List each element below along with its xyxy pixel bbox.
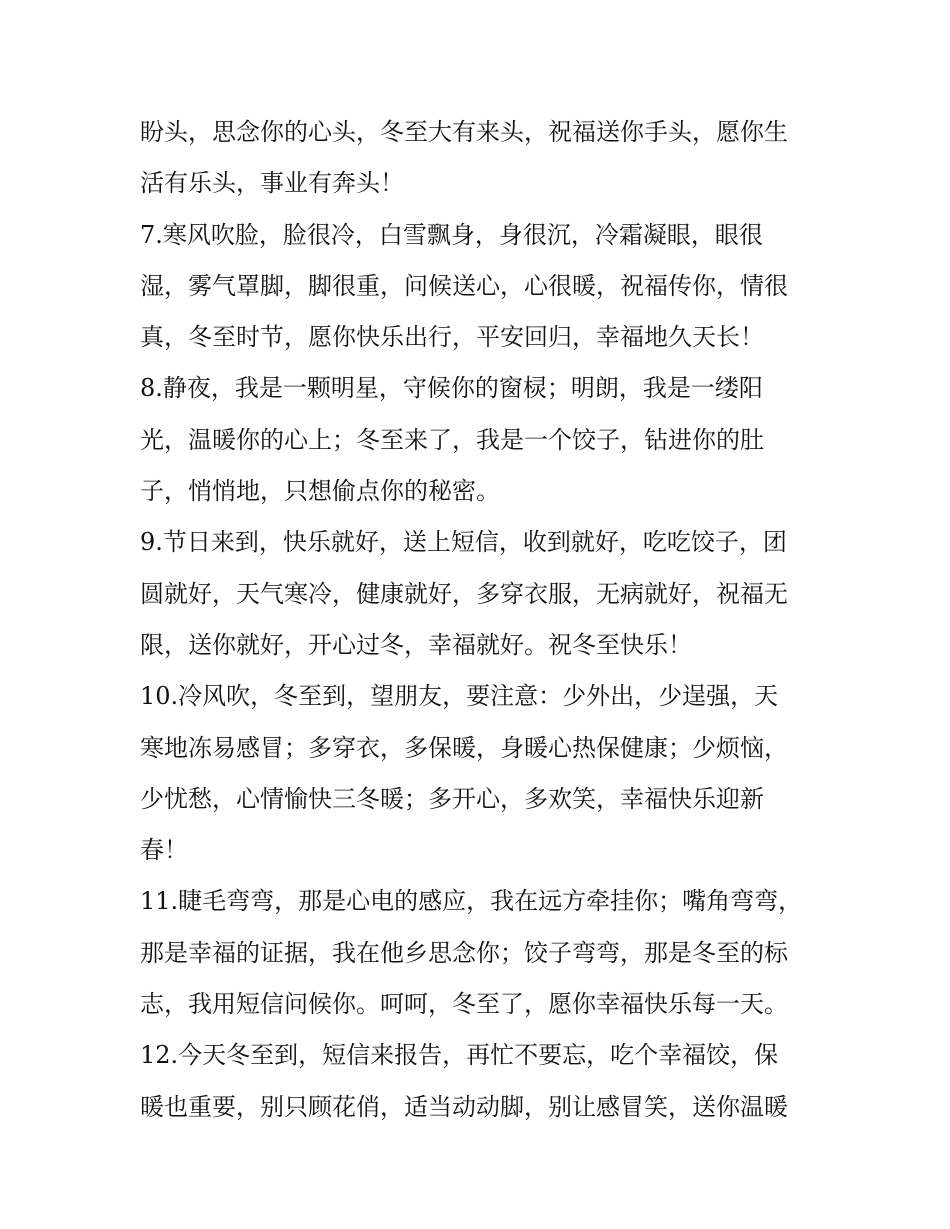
text-line: 志，我用短信问候你。呵呵，冬至了，愿你幸福快乐每一天。 (140, 990, 788, 1019)
text-line: 9.节日来到，快乐就好，送上短信，收到就好，吃吃饺子，团 (140, 528, 787, 557)
text-line: 活有乐头，事业有奔头！ (140, 169, 404, 198)
text-line: 光，温暖你的心上；冬至来了，我是一个饺子，钻进你的肚 (140, 425, 764, 454)
text-line: 10.冷风吹，冬至到，望朋友，要注意：少外出，少逞强，天 (140, 682, 779, 711)
text-line: 7.寒风吹脸，脸很冷，白雪飘身，身很沉，冷霜凝眼，眼很 (140, 220, 763, 249)
body-text (140, 107, 820, 1133)
text-line: 少忧愁，心情愉快三冬暖；多开心，多欢笑，幸福快乐迎新 (140, 784, 764, 813)
text-line: 11.睫毛弯弯，那是心电的感应，我在远方牵挂你；嘴角弯弯， (140, 887, 803, 916)
text-line: 盼头，思念你的心头，冬至大有来头，祝福送你手头，愿你生 (140, 118, 788, 146)
text-line: 圆就好，天气寒冷，健康就好，多穿衣服，无病就好，祝福无 (140, 579, 788, 608)
text-line: 真，冬至时节，愿你快乐出行，平安回归，幸福地久天长！ (140, 323, 764, 352)
text-line: 湿，雾气罩脚，脚很重，问候送心，心很暖，祝福传你，情很 (140, 271, 788, 300)
text-line: 12.今天冬至到，短信来报告，再忙不要忘，吃个幸福饺，保 (140, 1041, 779, 1070)
text-line: 寒地冻易感冒；多穿衣，多保暖，身暖心热保健康；少烦恼， (140, 733, 788, 762)
text-line: 限，送你就好，开心过冬，幸福就好。祝冬至快乐！ (140, 630, 692, 659)
text-line: 春！ (140, 836, 188, 865)
text-line: 暖也重要，别只顾花俏，适当动动脚，别让感冒笑，送你温暖 (140, 1092, 788, 1121)
text-line: 8.静夜，我是一颗明星，守候你的窗棂；明朗，我是一缕阳 (140, 374, 763, 403)
text-line: 那是幸福的证据，我在他乡思念你；饺子弯弯，那是冬至的标 (140, 938, 788, 967)
text-line: 子，悄悄地，只想偷点你的秘密。 (140, 477, 500, 506)
